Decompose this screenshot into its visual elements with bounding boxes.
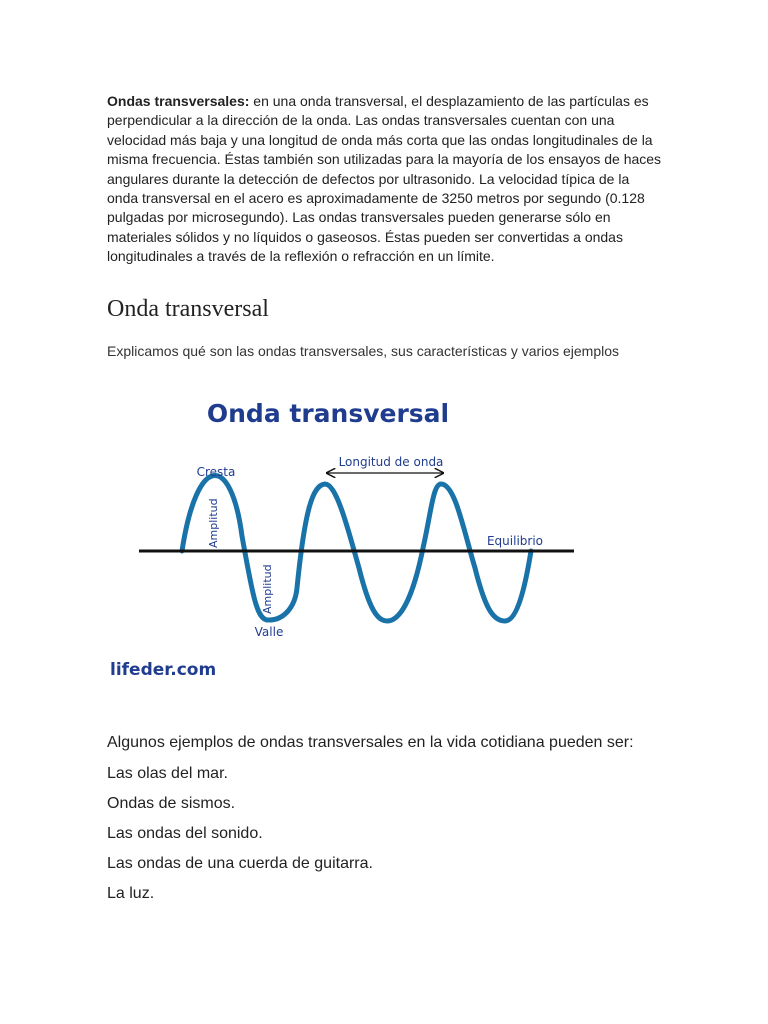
example-item: La luz. bbox=[107, 885, 155, 902]
trough-label: Valle bbox=[254, 625, 284, 639]
intro-paragraph bbox=[107, 92, 662, 267]
section-title: Onda transversal bbox=[107, 296, 269, 322]
wavelength-label: Longitud de onda bbox=[338, 455, 444, 469]
example-item: Las olas del mar. bbox=[107, 765, 228, 782]
example-item: Las ondas de una cuerda de guitarra. bbox=[107, 855, 373, 872]
intro-term: Ondas transversales: bbox=[107, 93, 250, 109]
intro-body: en una onda transversal, el desplazamiento de las partículas es perpendicular a la dirección de la onda. Las ondas transversales cuentan con una velocidad más baja y una longitud de onda más corta que las ondas longitudinales de la misma frecuencia. Éstas también son utilizadas para la mayoría de los ensayos de haces angulares durante la detección de defectos por ultrasonido. La velocidad típica de la onda transversal en el acero es aproximadamente de 3250 metros por segundo (0.128 pulgadas por microsegundo). Las ondas transversales pueden generarse sólo en materiales sólidos y no líquidos o gaseosos. Éstas pueden ser convertidas a ondas longitudinales a través de la reflexión o refracción en un límite. bbox=[107, 93, 662, 265]
diagram-title: Onda transversal bbox=[206, 399, 450, 428]
wave-diagram bbox=[107, 388, 587, 688]
wave-curve bbox=[182, 476, 531, 621]
section-subtitle: Explicamos qué son las ondas transversales, sus características y varios ejemplos bbox=[107, 343, 619, 359]
example-item: Las ondas del sonido. bbox=[107, 825, 263, 842]
amplitude-bottom-label: Amplitud bbox=[261, 564, 274, 614]
example-item: Ondas de sismos. bbox=[107, 795, 236, 812]
examples-list bbox=[107, 732, 647, 913]
examples-lead: Algunos ejemplos de ondas transversales en la vida cotidiana pueden ser: bbox=[107, 734, 634, 751]
crest-label: Cresta bbox=[196, 465, 236, 479]
amplitude-top-label: Amplitud bbox=[207, 498, 220, 548]
credit-label: lifeder.com bbox=[110, 660, 217, 680]
wave-figure bbox=[107, 388, 587, 688]
equilibrium-label: Equilibrio bbox=[486, 534, 544, 548]
